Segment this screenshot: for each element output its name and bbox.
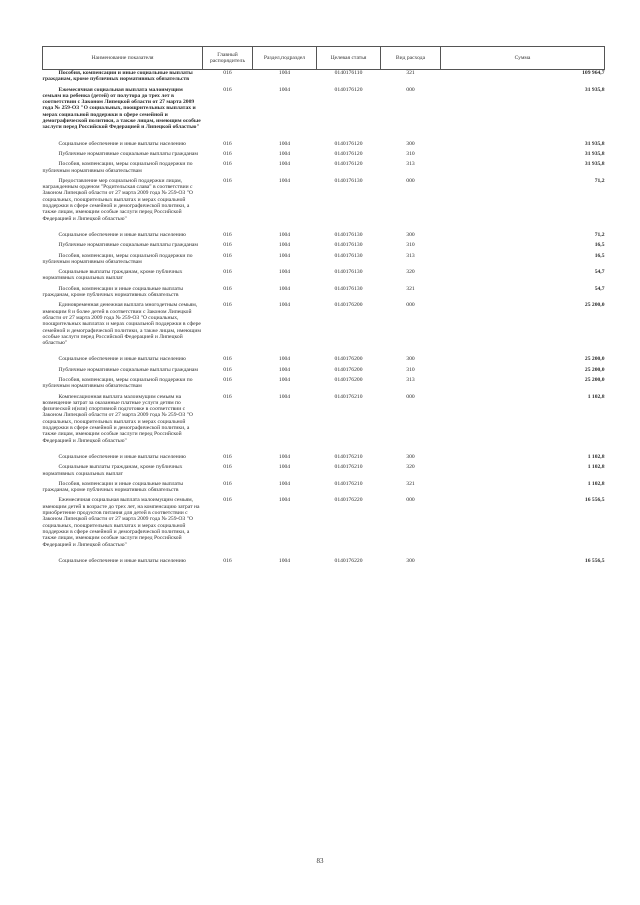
row-section: 1004 [278,285,291,292]
row-section: 1004 [278,252,291,259]
row-section: 1004 [278,376,291,383]
row-section: 1004 [278,231,291,238]
row-name: Социальные выплаты гражданам, кроме публичных нормативных социальных выплат [42,269,183,282]
row-name: Пособия, компенсации, меры социальной поддержки по публичным нормативным обязательствам [42,161,193,174]
row-amount: 16,5 [594,242,605,249]
table-row [43,70,605,87]
row-ga: 016 [223,480,232,487]
row-amount: 1 102,8 [587,453,605,460]
table-row [43,454,605,464]
row-name: Пособия, компенсации и иные социальные выплаты гражданам, кроме публичных нормативных обязательств [42,70,193,83]
row-ga: 016 [223,356,232,363]
row-target-article: 0140176130 [334,177,363,184]
row-section: 1004 [278,557,291,564]
row-name: Пособия, компенсации и иные социальные выплаты гражданам, кроме публичных нормативных обязательств [42,480,184,494]
header-target-article: Целевая статья [317,47,381,70]
row-name: Ежемесячная социальная выплата малоимущим семьям, имеющим детей в возрасте до трех лет, на компенсацию затрат на приобретение продуктов питания для детей в соответствии с Законом Липецкой области от 27 марта 2009 года № 259-ОЗ "О социальных, поощрительных выплатах и мерах социальной поддержки в сфере семейной и демографической политики, а также лицам, имеющим особые заслуги перед Российской Федерацией и Липецкой областью" [42,497,200,548]
row-amount: 1 102,8 [587,480,605,487]
row-ga: 016 [223,366,232,373]
table-row [43,377,605,394]
row-amount: 31 935,8 [584,150,605,157]
row-ga: 016 [223,177,232,184]
row-amount: 109 964,7 [582,70,605,76]
row-amount: 71,2 [594,231,605,238]
row-target-article: 0140176120 [334,161,363,168]
row-expense-type: 300 [406,231,415,238]
row-amount: 31 935,8 [584,140,605,147]
row-amount: 25 200,0 [584,302,605,309]
table-row [43,497,605,557]
budget-table [42,46,605,568]
table-header [43,47,605,70]
row-ga: 016 [223,464,232,471]
header-section: Раздел,подраздел [253,47,317,70]
row-name: Пособия, компенсации, меры социальной поддержки по публичным нормативным обязательствам [42,252,193,265]
row-amount: 25 200,0 [584,366,605,373]
row-target-article: 0140176130 [334,252,363,259]
table-row [43,178,605,232]
row-name: Единовременная денежная выплата многодетным семьям, имеющим 8 и более детей в соответствии с Законом Липецкой области от 27 марта 2009 года № 259-ОЗ "О социальных, поощрительных выплатах и мерах социальной поддержки в сфере семейной и демографической политики, а также лицам, имеющим особые заслуги перед Российской Федерацией и Липецкой областью" [42,302,201,347]
row-section: 1004 [278,150,291,157]
row-ga: 016 [223,302,232,309]
table-row [43,269,605,286]
row-ga: 016 [223,497,232,504]
row-target-article: 0140176220 [334,557,363,564]
row-section: 1004 [278,497,291,504]
row-name: Ежемесячная социальная выплата малоимущим семьям на ребенка (детей) от полутора до трех лет в соответствии с Законом Липецкой области от 27 марта 2009 года № 259-ОЗ "О социальных, поощрительных выплатах и мерах социальной поддержки в сфере семейной и демографической политики, а также лицам, имеющим особые заслуги перед Российской Федерацией и Липецкой областью" [42,86,201,131]
table-row [43,232,605,242]
header-amount: Сумма [441,47,605,70]
row-name: Публичные нормативные социальные выплаты гражданам [58,242,198,249]
row-ga: 016 [223,150,232,157]
row-target-article: 0140176220 [334,497,363,504]
row-target-article: 0140176130 [334,242,363,249]
row-section: 1004 [278,161,291,168]
row-ga: 016 [223,376,232,383]
row-expense-type: 310 [406,242,415,249]
row-name: Пособия, компенсации, меры социальной поддержки по публичным нормативным обязательствам [42,376,193,390]
row-target-article: 0140176130 [334,285,363,292]
row-expense-type: 000 [406,177,415,184]
row-section: 1004 [278,356,291,363]
table-row [43,481,605,498]
row-target-article: 0140176210 [334,480,363,487]
row-section: 1004 [278,242,291,249]
row-section: 1004 [278,86,291,93]
row-name: Публичные нормативные социальные выплаты гражданам [58,366,198,373]
row-ga: 016 [223,453,232,460]
row-amount: 71,2 [594,177,605,184]
row-ga: 016 [223,161,232,168]
row-expense-type: 313 [406,252,415,259]
header-chief-administrator: Главный распорядитель [203,47,253,70]
row-expense-type: 300 [406,140,415,147]
row-expense-type: 000 [406,302,415,309]
table-row [43,161,605,178]
row-section: 1004 [278,464,291,471]
table-row [43,464,605,481]
row-target-article: 0140176210 [334,453,363,460]
row-name: Пособия, компенсации и иные социальные выплаты гражданам, кроме публичных нормативных обязательств [42,285,184,299]
row-expense-type: 313 [406,161,415,168]
table-row [43,151,605,161]
row-section: 1004 [278,140,291,147]
row-expense-type: 000 [406,393,415,400]
row-target-article: 0140176200 [334,302,363,309]
row-section: 1004 [278,366,291,373]
row-expense-type: 300 [406,453,415,460]
row-expense-type: 000 [406,497,415,504]
table-row [43,242,605,252]
row-expense-type: 320 [406,464,415,471]
row-target-article: 0140176210 [334,393,363,400]
row-ga: 016 [223,70,232,76]
row-ga: 016 [223,252,232,259]
table-body [43,70,605,569]
table-row [43,367,605,377]
table-row [43,87,605,141]
row-ga: 016 [223,285,232,292]
table-row [43,558,605,568]
table-row [43,286,605,303]
row-name: Компенсационная выплата малоимущим семьям на возмещение затрат за оказанные платные услуги детям по физической и(или) спортивной подготовке в соответствии с Законом Липецкой области от 27 марта 2009 года № 259-ОЗ "О социальных, поощрительных выплатах и мерах социальной поддержки в сфере семейной и демографической политики, а также лицам, имеющим особые заслуги перед Российской Федерацией и Липецкой областью" [42,393,193,444]
row-section: 1004 [278,393,291,400]
row-expense-type: 320 [406,269,415,276]
table-row [43,253,605,270]
row-name: Социальное обеспечение и иные выплаты населению [58,453,186,460]
row-expense-type: 321 [406,480,415,487]
row-amount: 16 556,5 [584,557,605,564]
row-ga: 016 [223,140,232,147]
row-expense-type: 310 [406,366,415,373]
row-expense-type: 300 [406,557,415,564]
row-target-article: 0140176120 [334,140,363,147]
row-amount: 54,7 [594,285,605,292]
row-expense-type: 300 [406,356,415,363]
row-amount: 1 102,8 [587,393,605,400]
table-row [43,141,605,151]
table-row [43,394,605,454]
row-name: Предоставление мер социальной поддержки лицам, награжденным орденом "Родительская слава" в соответствии с Законом Липецкой области от 27 марта 2009 года № 259-ОЗ "О социальных, поощрительных выплатах и мерах социальной поддержки в сфере семейной и демографической политики, а также лицам, имеющим особые заслуги перед Российской Федерацией и Липецкой областью" [42,177,193,222]
row-amount: 1 102,8 [587,464,605,471]
row-target-article: 0140176210 [334,464,363,471]
row-section: 1004 [278,269,291,276]
row-ga: 016 [223,269,232,276]
row-amount: 31 935,8 [584,86,605,93]
row-section: 1004 [278,302,291,309]
page-number: 83 [316,857,324,865]
row-amount: 16,5 [594,252,605,259]
table-row [43,302,605,356]
header-expense-type: Вид расхода [381,47,441,70]
row-target-article: 0140176200 [334,366,363,373]
row-ga: 016 [223,242,232,249]
row-target-article: 0140176120 [334,150,363,157]
row-amount: 31 935,8 [584,161,605,168]
row-target-article: 0140176110 [334,70,363,76]
row-target-article: 0140176200 [334,356,363,363]
row-section: 1004 [278,480,291,487]
row-expense-type: 313 [406,376,415,383]
row-target-article: 0140176200 [334,376,363,383]
table-row [43,356,605,366]
row-name: Социальное обеспечение и иные выплаты населению [58,557,186,564]
row-name: Социальное обеспечение и иные выплаты населению [58,356,186,363]
row-section: 1004 [278,453,291,460]
row-section: 1004 [278,177,291,184]
row-expense-type: 310 [406,150,415,157]
row-name: Социальное обеспечение и иные выплаты населению [58,231,186,238]
row-amount: 25 200,0 [584,376,605,383]
row-target-article: 0140176120 [334,86,363,93]
row-expense-type: 321 [406,70,415,76]
row-ga: 016 [223,231,232,238]
row-name: Публичные нормативные социальные выплаты гражданам [58,150,198,157]
row-name: Социальное обеспечение и иные выплаты населению [58,140,186,147]
row-ga: 016 [223,393,232,400]
row-target-article: 0140176130 [334,231,363,238]
row-amount: 54,7 [594,269,605,276]
row-ga: 016 [223,557,232,564]
row-name: Социальные выплаты гражданам, кроме публичных нормативных социальных выплат [42,464,183,477]
header-name: Наименование показателя [43,47,203,70]
row-section: 1004 [278,70,291,76]
row-ga: 016 [223,86,232,93]
row-target-article: 0140176130 [334,269,363,276]
row-expense-type: 321 [406,285,415,292]
row-amount: 25 200,0 [584,356,605,363]
row-amount: 16 556,5 [584,497,605,504]
row-expense-type: 000 [406,86,415,93]
